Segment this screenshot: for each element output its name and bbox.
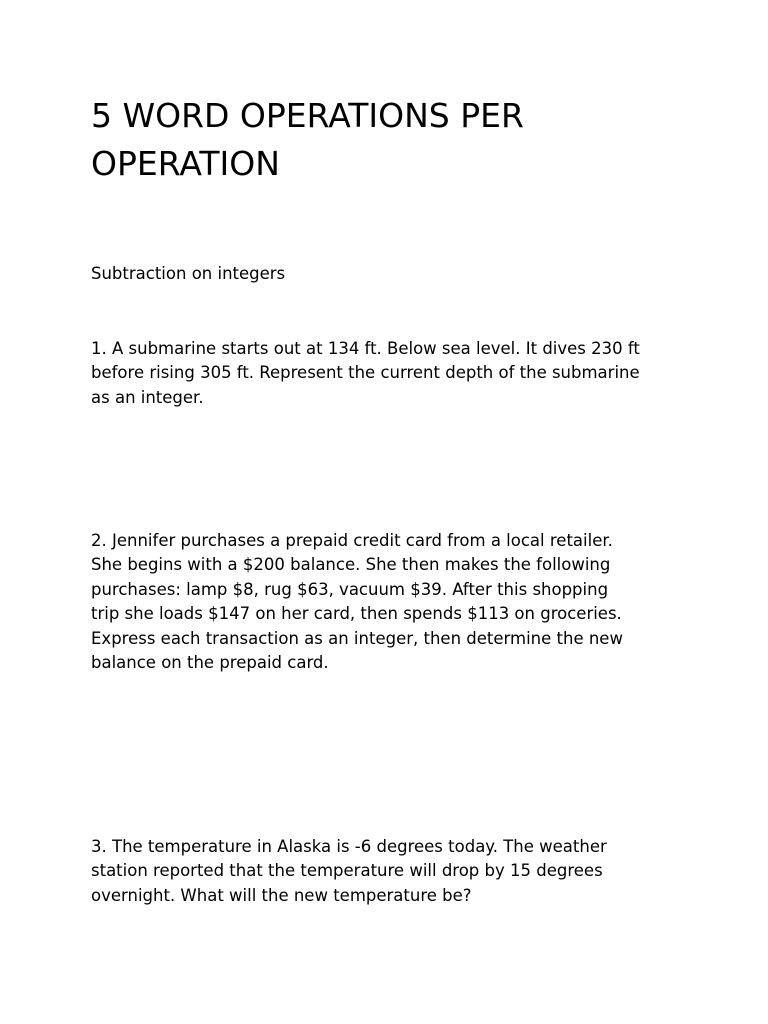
problem-1: 1. A submarine starts out at 134 ft. Below sea level. It dives 230 ft before rising 305 ft. Represent the current depth of the submarine as an integer. xyxy=(91,339,640,407)
section-subtitle: Subtraction on integers xyxy=(91,264,286,283)
page-title: 5 WORD OPERATIONS PER OPERATION xyxy=(91,96,524,183)
problem-2: 2. Jennifer purchases a prepaid credit card from a local retailer. She begins with a $200 balance. She then makes the following purchases: lamp $8, rug $63, vacuum $39. After this shopping trip she loads $147 on her card, then spends $113 on groceries. Express each transaction as an integer, then determine the new balance on the prepaid card. xyxy=(91,531,623,673)
problem-3: 3. The temperature in Alaska is -6 degrees today. The weather station reported that the temperature will drop by 15 degrees overnight. What will the new temperature be? xyxy=(91,837,607,905)
